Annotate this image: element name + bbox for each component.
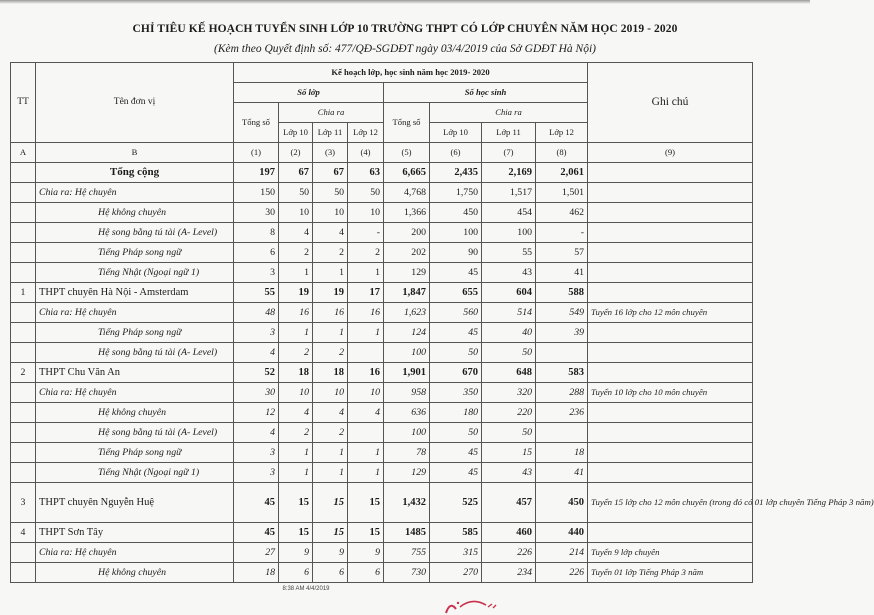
value-cell: 16 xyxy=(279,303,313,323)
unit-name: Hệ song bằng tú tài (A- Level) xyxy=(36,423,234,443)
header-classes-grade11: Lớp 11 xyxy=(313,123,348,143)
value-cell: 200 xyxy=(384,223,430,243)
note-cell xyxy=(588,343,753,363)
row-number xyxy=(11,183,36,203)
value-cell: 45 xyxy=(430,263,482,283)
table-row xyxy=(11,343,753,363)
scan-edge-shadow xyxy=(0,0,810,4)
value-cell: 67 xyxy=(279,163,313,183)
value-cell: 462 xyxy=(536,203,588,223)
value-cell: 220 xyxy=(482,403,536,423)
unit-name: Tổng cộng xyxy=(36,163,234,183)
value-cell: 10 xyxy=(279,203,313,223)
value-cell: 67 xyxy=(313,163,348,183)
value-cell: 755 xyxy=(384,543,430,563)
document-title: CHỈ TIÊU KẾ HOẠCH TUYỂN SINH LỚP 10 TRƯỜNG THPT CÓ LỚP CHUYÊN NĂM HỌC 2019 - 2020 xyxy=(132,23,678,35)
value-cell: 636 xyxy=(384,403,430,423)
value-cell: 2,435 xyxy=(430,163,482,183)
value-cell: 226 xyxy=(536,563,588,583)
value-cell: 2 xyxy=(313,423,348,443)
value-cell: 560 xyxy=(430,303,482,323)
value-cell: 1 xyxy=(313,463,348,483)
unit-name: Hệ song bằng tú tài (A- Level) xyxy=(36,343,234,363)
note-cell xyxy=(588,223,753,243)
value-cell: 15 xyxy=(313,483,348,523)
value-cell: 55 xyxy=(482,243,536,263)
row-number xyxy=(11,163,36,183)
index-cell: (9) xyxy=(588,143,753,163)
value-cell: 8 xyxy=(234,223,279,243)
value-cell: 129 xyxy=(384,263,430,283)
row-number: 2 xyxy=(11,363,36,383)
value-cell: 1,847 xyxy=(384,283,430,303)
index-cell: (8) xyxy=(536,143,588,163)
value-cell: 1 xyxy=(348,263,384,283)
value-cell: 6 xyxy=(313,563,348,583)
index-cell: (6) xyxy=(430,143,482,163)
note-cell xyxy=(588,323,753,343)
index-cell: B xyxy=(36,143,234,163)
value-cell: 588 xyxy=(536,283,588,303)
value-cell: 55 xyxy=(234,283,279,303)
unit-name: Chia ra: Hệ chuyên xyxy=(36,383,234,403)
unit-name: THPT chuyên Nguyễn Huệ xyxy=(36,483,234,523)
value-cell: 1,432 xyxy=(384,483,430,523)
value-cell: 39 xyxy=(536,323,588,343)
row-number xyxy=(11,543,36,563)
note-cell: Tuyển 10 lớp cho 10 môn chuyên xyxy=(588,383,753,403)
value-cell: 270 xyxy=(430,563,482,583)
value-cell: 10 xyxy=(348,383,384,403)
value-cell: 2 xyxy=(279,243,313,263)
value-cell: 15 xyxy=(279,483,313,523)
value-cell: 350 xyxy=(430,383,482,403)
value-cell: 4 xyxy=(279,403,313,423)
note-cell: Tuyển 9 lớp chuyên xyxy=(588,543,753,563)
note-cell xyxy=(588,183,753,203)
row-number xyxy=(11,303,36,323)
value-cell: 45 xyxy=(430,443,482,463)
value-cell: 15 xyxy=(348,483,384,523)
value-cell: 15 xyxy=(313,523,348,543)
value-cell: 6 xyxy=(348,563,384,583)
table-row xyxy=(11,163,753,183)
value-cell: 50 xyxy=(482,343,536,363)
value-cell: 180 xyxy=(430,403,482,423)
table-row xyxy=(11,303,753,323)
table-row xyxy=(11,383,753,403)
row-number xyxy=(11,423,36,443)
table-row xyxy=(11,243,753,263)
note-cell xyxy=(588,403,753,423)
note-cell: Tuyển 01 lớp Tiếng Pháp 3 năm xyxy=(588,563,753,583)
note-cell xyxy=(588,243,753,263)
value-cell: 19 xyxy=(313,283,348,303)
value-cell: 958 xyxy=(384,383,430,403)
value-cell: 1 xyxy=(279,443,313,463)
row-number: 3 xyxy=(11,483,36,523)
value-cell: 16 xyxy=(348,363,384,383)
value-cell: 10 xyxy=(279,383,313,403)
value-cell: 3 xyxy=(234,263,279,283)
value-cell: 129 xyxy=(384,463,430,483)
value-cell: 2 xyxy=(348,243,384,263)
value-cell: 100 xyxy=(430,223,482,243)
header-students-grade12: Lớp 12 xyxy=(536,123,588,143)
value-cell: 1 xyxy=(279,263,313,283)
unit-name: Tiếng Pháp song ngữ xyxy=(36,443,234,463)
row-number xyxy=(11,243,36,263)
value-cell: 1 xyxy=(348,463,384,483)
value-cell: 18 xyxy=(279,363,313,383)
table-row xyxy=(11,543,753,563)
value-cell: 585 xyxy=(430,523,482,543)
value-cell: 10 xyxy=(348,203,384,223)
value-cell: 1 xyxy=(348,443,384,463)
table-row xyxy=(11,483,753,523)
value-cell: 41 xyxy=(536,463,588,483)
value-cell: 1 xyxy=(348,323,384,343)
value-cell: 6,665 xyxy=(384,163,430,183)
value-cell: 1 xyxy=(313,443,348,463)
unit-name: THPT Sơn Tây xyxy=(36,523,234,543)
header-students-grade10: Lớp 10 xyxy=(430,123,482,143)
header-notes: Ghi chú xyxy=(588,63,753,143)
value-cell: 234 xyxy=(482,563,536,583)
value-cell: 100 xyxy=(384,343,430,363)
unit-name: Tiếng Pháp song ngữ xyxy=(36,323,234,343)
value-cell: 2 xyxy=(279,343,313,363)
unit-name: Chia ra: Hệ chuyên xyxy=(36,303,234,323)
value-cell: 730 xyxy=(384,563,430,583)
value-cell: 48 xyxy=(234,303,279,323)
unit-name: Chia ra: Hệ chuyên xyxy=(36,183,234,203)
index-cell: (4) xyxy=(348,143,384,163)
unit-name: Hệ không chuyên xyxy=(36,563,234,583)
value-cell: 27 xyxy=(234,543,279,563)
unit-name: Tiếng Nhật (Ngoại ngữ 1) xyxy=(36,263,234,283)
value-cell: 40 xyxy=(482,323,536,343)
value-cell: 10 xyxy=(313,203,348,223)
table-row xyxy=(11,183,753,203)
value-cell: 3 xyxy=(234,463,279,483)
value-cell: 202 xyxy=(384,243,430,263)
value-cell: 1,901 xyxy=(384,363,430,383)
unit-name: Hệ song bằng tú tài (A- Level) xyxy=(36,223,234,243)
value-cell: 45 xyxy=(234,523,279,543)
table-row xyxy=(11,463,753,483)
value-cell: - xyxy=(348,223,384,243)
value-cell: 50 xyxy=(482,423,536,443)
table-footer xyxy=(10,583,602,607)
value-cell: 10 xyxy=(313,383,348,403)
table-row xyxy=(11,363,753,383)
note-cell xyxy=(588,283,753,303)
value-cell: 454 xyxy=(482,203,536,223)
value-cell: 4 xyxy=(279,223,313,243)
value-cell: 9 xyxy=(348,543,384,563)
value-cell: 583 xyxy=(536,363,588,383)
index-cell: (3) xyxy=(313,143,348,163)
index-cell: (2) xyxy=(279,143,313,163)
value-cell: 18 xyxy=(536,443,588,463)
note-cell xyxy=(588,263,753,283)
value-cell: - xyxy=(536,223,588,243)
value-cell: 19 xyxy=(279,283,313,303)
value-cell: 4 xyxy=(234,423,279,443)
note-cell xyxy=(588,363,753,383)
value-cell: 41 xyxy=(536,263,588,283)
header-classes-grade10: Lớp 10 xyxy=(279,123,313,143)
value-cell: 78 xyxy=(384,443,430,463)
value-cell: 50 xyxy=(313,183,348,203)
value-cell: 50 xyxy=(279,183,313,203)
value-cell: 1 xyxy=(313,323,348,343)
value-cell xyxy=(536,343,588,363)
value-cell xyxy=(348,423,384,443)
value-cell: 16 xyxy=(313,303,348,323)
value-cell: 460 xyxy=(482,523,536,543)
table-row xyxy=(11,223,753,243)
note-cell: Tuyển 16 lớp cho 12 môn chuyên xyxy=(588,303,753,323)
value-cell: 440 xyxy=(536,523,588,543)
value-cell: 90 xyxy=(430,243,482,263)
unit-name: Tiếng Nhật (Ngoại ngữ 1) xyxy=(36,463,234,483)
note-cell xyxy=(588,203,753,223)
unit-name: THPT Chu Văn An xyxy=(36,363,234,383)
unit-name: Chia ra: Hệ chuyên xyxy=(36,543,234,563)
value-cell: 16 xyxy=(348,303,384,323)
value-cell: 4 xyxy=(313,403,348,423)
value-cell: 1 xyxy=(279,323,313,343)
row-number xyxy=(11,203,36,223)
value-cell: 30 xyxy=(234,203,279,223)
row-number xyxy=(11,463,36,483)
value-cell: 6 xyxy=(279,563,313,583)
value-cell: 525 xyxy=(430,483,482,523)
row-number xyxy=(11,323,36,343)
value-cell: 1,366 xyxy=(384,203,430,223)
row-number xyxy=(11,263,36,283)
value-cell: 2,169 xyxy=(482,163,536,183)
row-number xyxy=(11,443,36,463)
note-cell xyxy=(588,463,753,483)
official-seal-fragment xyxy=(440,595,500,615)
value-cell: 1 xyxy=(313,263,348,283)
index-cell: (7) xyxy=(482,143,536,163)
note-cell xyxy=(588,423,753,443)
value-cell: 50 xyxy=(430,343,482,363)
value-cell: 150 xyxy=(234,183,279,203)
value-cell: 30 xyxy=(234,383,279,403)
value-cell: 9 xyxy=(313,543,348,563)
note-cell xyxy=(588,163,753,183)
row-number xyxy=(11,223,36,243)
value-cell: 50 xyxy=(430,423,482,443)
value-cell: 450 xyxy=(430,203,482,223)
value-cell: 2,061 xyxy=(536,163,588,183)
header-classes-grade12: Lớp 12 xyxy=(348,123,384,143)
table-row xyxy=(11,403,753,423)
value-cell: 3 xyxy=(234,323,279,343)
index-cell: (5) xyxy=(384,143,430,163)
value-cell: 45 xyxy=(234,483,279,523)
unit-name: Tiếng Pháp song ngữ xyxy=(36,243,234,263)
header-unit-name: Tên đơn vị xyxy=(36,63,234,143)
value-cell: 50 xyxy=(348,183,384,203)
value-cell: 648 xyxy=(482,363,536,383)
value-cell: 43 xyxy=(482,463,536,483)
row-number xyxy=(11,383,36,403)
value-cell: 3 xyxy=(234,443,279,463)
header-students: Số học sinh xyxy=(384,83,588,103)
note-cell xyxy=(588,523,753,543)
value-cell: 2 xyxy=(279,423,313,443)
value-cell: 6 xyxy=(234,243,279,263)
value-cell: 4,768 xyxy=(384,183,430,203)
value-cell: 1,750 xyxy=(430,183,482,203)
print-timestamp: 8:38 AM 4/4/2019 xyxy=(282,586,330,592)
row-number xyxy=(11,563,36,583)
value-cell: 18 xyxy=(234,563,279,583)
table-row xyxy=(11,263,753,283)
row-number: 1 xyxy=(11,283,36,303)
value-cell: 4 xyxy=(348,403,384,423)
header-students-grade11: Lớp 11 xyxy=(482,123,536,143)
value-cell: 4 xyxy=(313,223,348,243)
value-cell: 57 xyxy=(536,243,588,263)
value-cell: 1,501 xyxy=(536,183,588,203)
value-cell: 100 xyxy=(482,223,536,243)
value-cell: 2 xyxy=(313,243,348,263)
table-row xyxy=(11,323,753,343)
value-cell: 1,517 xyxy=(482,183,536,203)
value-cell: 4 xyxy=(234,343,279,363)
table-row xyxy=(11,423,753,443)
enrollment-quota-table xyxy=(10,62,874,583)
value-cell: 226 xyxy=(482,543,536,563)
header-classes-total: Tổng số xyxy=(234,103,279,143)
value-cell: 45 xyxy=(430,323,482,343)
value-cell: 1,623 xyxy=(384,303,430,323)
value-cell: 197 xyxy=(234,163,279,183)
value-cell: 9 xyxy=(279,543,313,563)
index-cell: (1) xyxy=(234,143,279,163)
value-cell xyxy=(536,423,588,443)
column-index-row xyxy=(11,143,753,163)
table-row xyxy=(11,203,753,223)
value-cell: 450 xyxy=(536,483,588,523)
value-cell: 457 xyxy=(482,483,536,523)
table-body xyxy=(11,163,874,583)
unit-name: Hệ không chuyên xyxy=(36,203,234,223)
value-cell: 214 xyxy=(536,543,588,563)
header-classes: Số lớp xyxy=(234,83,384,103)
value-cell: 236 xyxy=(536,403,588,423)
row-number xyxy=(11,343,36,363)
value-cell: 100 xyxy=(384,423,430,443)
header-plan: Kế hoạch lớp, học sinh năm học 2019- 2020 xyxy=(234,63,588,83)
value-cell: 15 xyxy=(348,523,384,543)
table-header xyxy=(11,63,753,163)
note-cell xyxy=(588,443,753,463)
value-cell: 315 xyxy=(430,543,482,563)
value-cell: 604 xyxy=(482,283,536,303)
value-cell xyxy=(348,343,384,363)
table-row xyxy=(11,523,753,543)
table-row xyxy=(11,283,753,303)
value-cell: 288 xyxy=(536,383,588,403)
value-cell: 12 xyxy=(234,403,279,423)
note-cell: Tuyển 15 lớp cho 12 môn chuyên (trong đó có 01 lớp chuyên Tiếng Pháp 3 năm) xyxy=(588,483,753,523)
value-cell: 1 xyxy=(279,463,313,483)
header-students-total: Tổng số xyxy=(384,103,430,143)
row-number xyxy=(11,403,36,423)
header-students-breakdown: Chia ra xyxy=(430,103,588,123)
document-subtitle: (Kèm theo Quyết định số: 477/QĐ-SGDĐT ngày 03/4/2019 của Sở GDĐT Hà Nội) xyxy=(214,43,596,55)
value-cell: 655 xyxy=(430,283,482,303)
value-cell: 45 xyxy=(430,463,482,483)
value-cell: 15 xyxy=(279,523,313,543)
header-tt: TT xyxy=(11,63,36,143)
value-cell: 52 xyxy=(234,363,279,383)
value-cell: 320 xyxy=(482,383,536,403)
value-cell: 17 xyxy=(348,283,384,303)
value-cell: 18 xyxy=(313,363,348,383)
value-cell: 549 xyxy=(536,303,588,323)
table-row xyxy=(11,443,753,463)
value-cell: 15 xyxy=(482,443,536,463)
value-cell: 43 xyxy=(482,263,536,283)
value-cell: 1485 xyxy=(384,523,430,543)
value-cell: 670 xyxy=(430,363,482,383)
unit-name: THPT chuyên Hà Nội - Amsterdam xyxy=(36,283,234,303)
row-number: 4 xyxy=(11,523,36,543)
table-row xyxy=(11,563,753,583)
value-cell: 63 xyxy=(348,163,384,183)
unit-name: Hệ không chuyên xyxy=(36,403,234,423)
index-cell: A xyxy=(11,143,36,163)
value-cell: 514 xyxy=(482,303,536,323)
value-cell: 124 xyxy=(384,323,430,343)
header-classes-breakdown: Chia ra xyxy=(279,103,384,123)
value-cell: 2 xyxy=(313,343,348,363)
